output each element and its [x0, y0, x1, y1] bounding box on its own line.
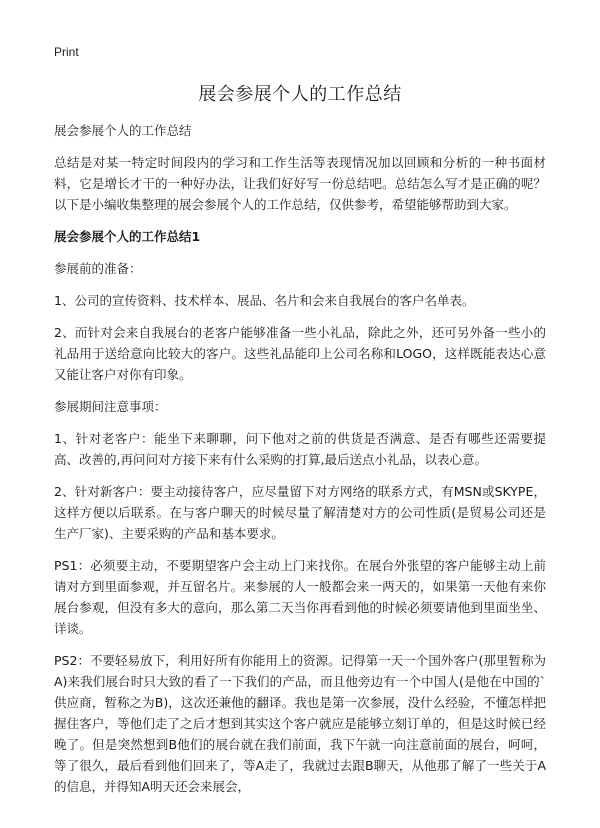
document-subtitle: 展会参展个人的工作总结: [54, 123, 192, 138]
print-link[interactable]: Print: [54, 45, 79, 59]
intro-paragraph: 总结是对某一特定时间段内的学习和工作生活等表现情况加以回顾和分析的一种书面材料，它是增长才干的一种好办法，让我们好好写一份总结吧。总结怎么写才是正确的呢？以下是小编收集整理的展会参展个人的工作总结，仅供参考，希望能够帮助到大家。: [54, 155, 546, 212]
during-item-1: 1、针对老客户：能坐下来聊聊，问下他对之前的供货是否满意、是否有哪些还需要提高、改善的,再问问对方接下来有什么采购的打算,最后送点小礼品，以表心意。: [54, 431, 546, 467]
prep-item-2: 2、而针对会来自我展台的老客户能够准备一些小礼品，除此之外，还可另外备一些小的礼品用于送给意向比较大的客户。这些礼品能印上公司名称和LOGO，这样既能表达心意又能让客户对你有印象。: [54, 325, 546, 382]
prep-heading: 参展前的准备：: [54, 261, 142, 276]
section-heading: 展会参展个人的工作总结1: [54, 229, 201, 244]
document-body: [54, 120, 546, 808]
ps1-paragraph: PS1：必须要主动，不要期望客户会主动上门来找你。在展台外张望的客户能够主动上前请对方到里面参观，并互留名片。来参展的人一般都会来一两天的，如果第一天他有来你展台参观，但没有多大的意向，那么第二天当你再看到他的时候必须要请他到里面坐坐、详谈。: [54, 558, 546, 636]
ps2-paragraph: PS2：不要轻易放下，利用好所有你能用上的资源。记得第一天一个国外客户(那里暂称为A)来我们展台时只大致的看了一下我们的产品，而且他旁边有一个中国人(是他在中国的`供应商，暂称之为B)，这次还兼他的翻译。我也是第一次参展，没什么经验，不懂怎样把握住客户，等他们走了之后才想到其实这个客户就应是能够立刻订单的，但是这时候已经晚了。但是突然想到B他们的展台就在我们前面，我下午就一向注意前面的展台，呵呵，等了很久，最后看到他们回来了，等A走了，我就过去跟B聊天，从他那了解了一些关于A的信息，并得知A明天还会来展会，: [54, 653, 546, 794]
during-item-2: 2、针对新客户：要主动接待客户，应尽量留下对方网络的联系方式，有MSN或SKYPE，这样方便以后联系。在与客户聊天的时候尽量了解清楚对方的公司性质(是贸易公司还是生产厂家)、主要采购的产品和基本要求。: [54, 484, 546, 541]
document-title: 展会参展个人的工作总结: [198, 84, 402, 105]
prep-item-1: 1、公司的宣传资料、技术样本、展品、名片和会来自我展台的客户名单表。: [54, 293, 475, 308]
during-heading: 参展期间注意事项：: [54, 399, 167, 414]
